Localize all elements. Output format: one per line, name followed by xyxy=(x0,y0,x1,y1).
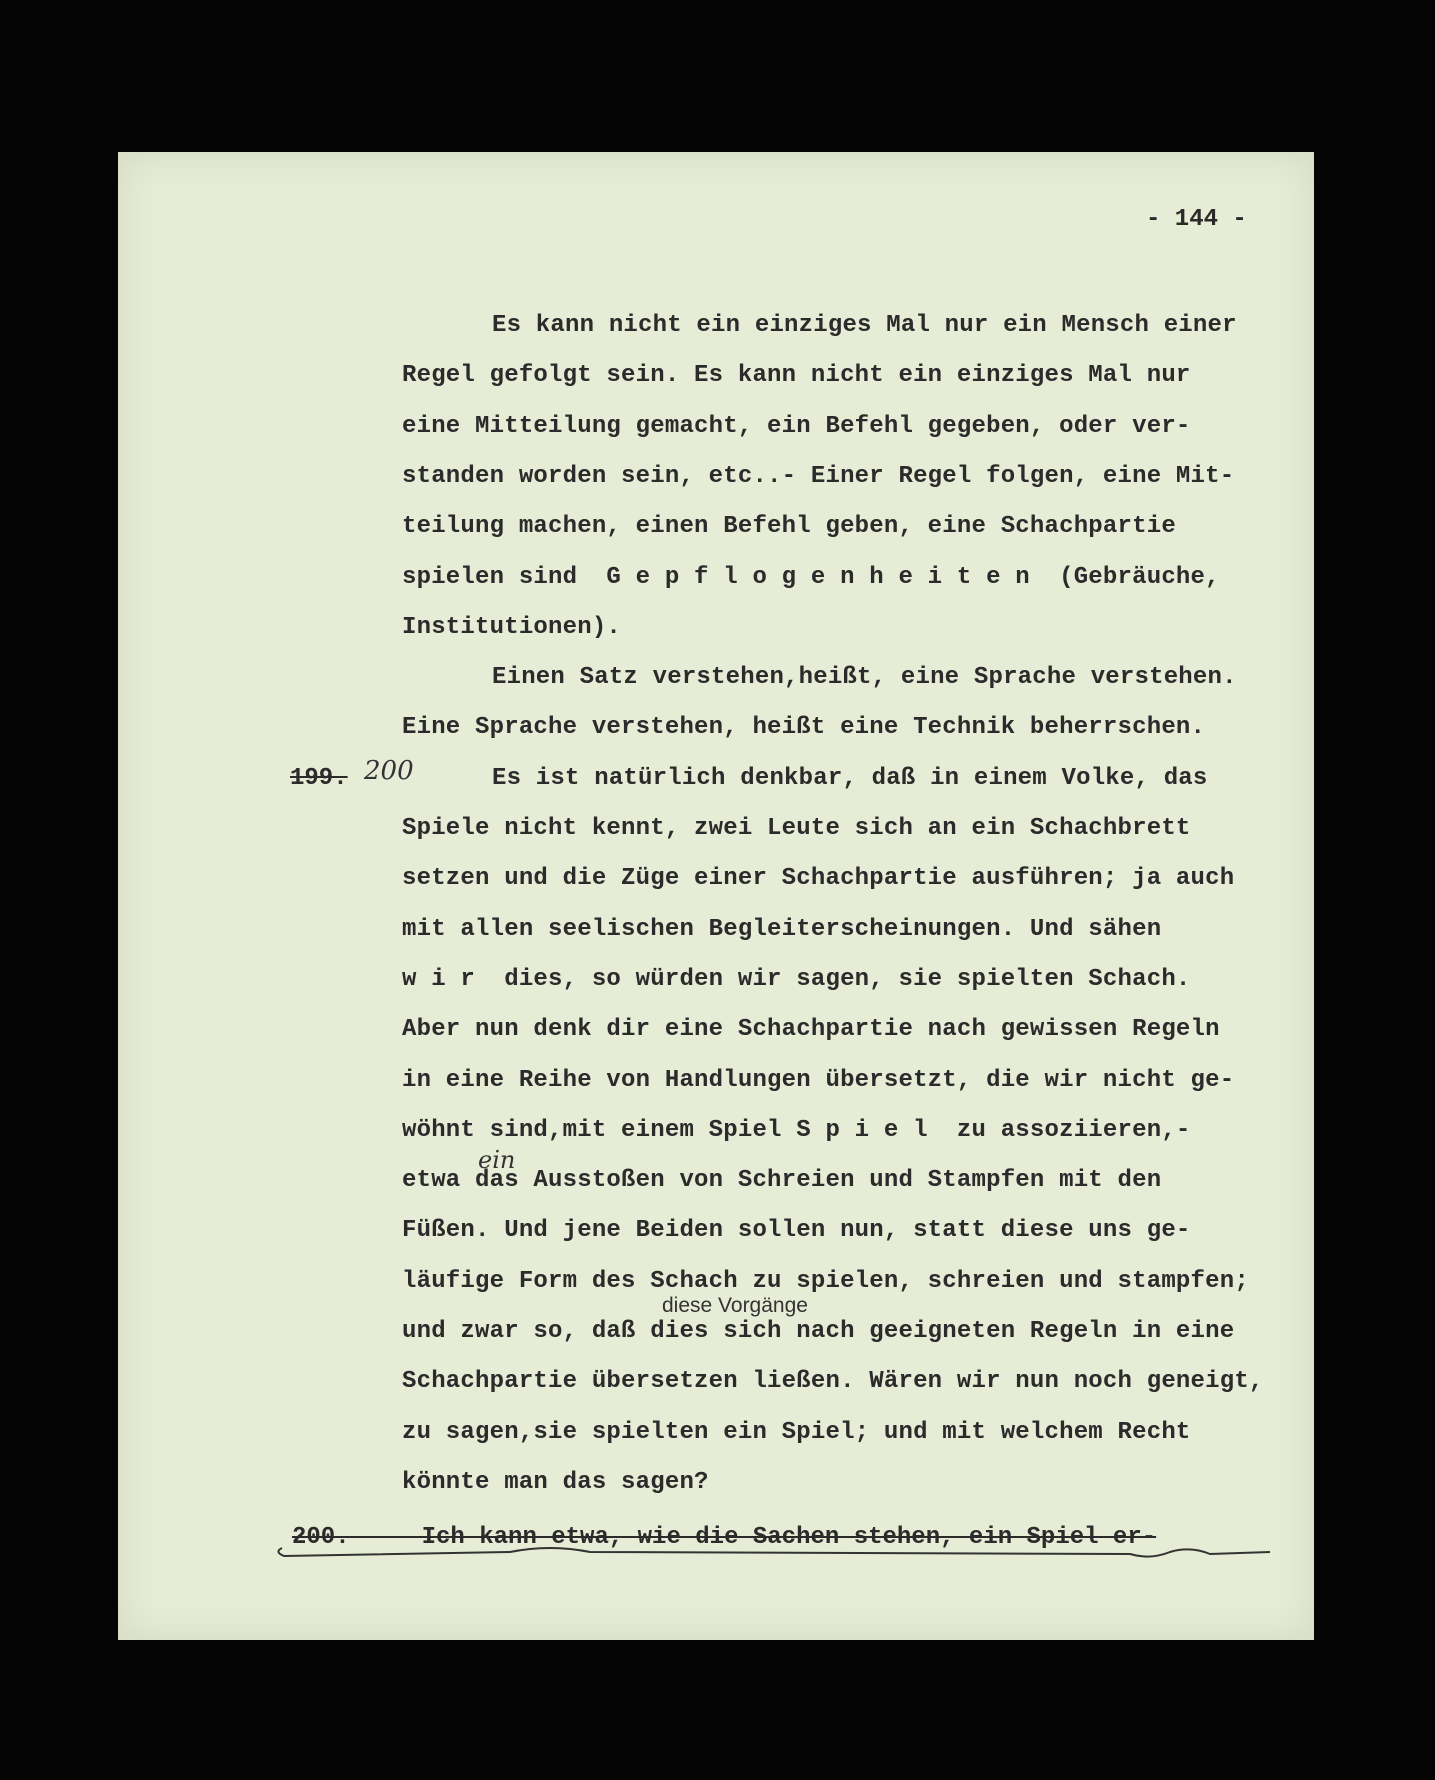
text-line: Es kann nicht ein einziges Mal nur ein Mensch einer xyxy=(492,312,1237,339)
text-line: Regel gefolgt sein. Es kann nicht ein einziges Mal nur xyxy=(402,362,1191,389)
text-line: könnte man das sagen? xyxy=(402,1469,709,1496)
text-line: etwa das Ausstoßen von Schreien und Stampfen mit den xyxy=(402,1167,1162,1194)
text-line: Spiele nicht kennt, zwei Leute sich an ein Schachbrett xyxy=(402,815,1191,842)
struck-footer-line: 200. Ich kann etwa, wie die Sachen stehen, ein Spiel er- xyxy=(292,1524,1157,1551)
text-line: eine Mitteilung gemacht, ein Befehl gegeben, oder ver- xyxy=(402,413,1191,440)
text-line: läufige Form des Schach zu spielen, schreien und stampfen; xyxy=(402,1268,1249,1295)
text-line: Eine Sprache verstehen, heißt eine Technik beherrschen. xyxy=(402,714,1206,741)
text-line: setzen und die Züge einer Schachpartie ausführen; ja auch xyxy=(402,865,1235,892)
page-number: - 144 - xyxy=(1146,206,1247,233)
text-line: Füßen. Und jene Beiden sollen nun, statt diese uns ge- xyxy=(402,1217,1191,1244)
text-line: Aber nun denk dir eine Schachpartie nach gewissen Regeln xyxy=(402,1016,1220,1043)
text-line: spielen sind G e p f l o g e n h e i t e n (Gebräuche, xyxy=(402,564,1220,591)
handwritten-insertion-ein: ein xyxy=(478,1146,516,1174)
typed-insertion-diese-vorgaenge: diese Vorgänge xyxy=(662,1294,808,1317)
margin-section-number-struck: 199. xyxy=(290,765,348,792)
text-line: mit allen seelischen Begleiterscheinungen. Und sähen xyxy=(402,916,1162,943)
text-line: Es ist natürlich denkbar, daß in einem Volke, das xyxy=(492,765,1208,792)
text-line: standen worden sein, etc..- Einer Regel folgen, eine Mit- xyxy=(402,463,1235,490)
text-line: in eine Reihe von Handlungen übersetzt, die wir nicht ge- xyxy=(402,1067,1235,1094)
text-line: w i r dies, so würden wir sagen, sie spielten Schach. xyxy=(402,966,1191,993)
margin-section-number-handwritten: 200 xyxy=(364,756,414,786)
text-line: zu sagen,sie spielten ein Spiel; und mit welchem Recht xyxy=(402,1419,1191,1446)
text-line: wöhnt sind,mit einem Spiel S p i e l zu assoziieren,- xyxy=(402,1117,1191,1144)
text-line: Einen Satz verstehen,heißt, eine Sprache verstehen. xyxy=(492,664,1237,691)
wavy-strike-mark xyxy=(270,1534,1280,1564)
text-line: Schachpartie übersetzen ließen. Wären wir nun noch geneigt, xyxy=(402,1368,1264,1395)
text-line: teilung machen, einen Befehl geben, eine Schachpartie xyxy=(402,513,1176,540)
text-line: und zwar so, daß dies sich nach geeigneten Regeln in eine xyxy=(402,1318,1235,1345)
text-line: Institutionen). xyxy=(402,614,622,641)
